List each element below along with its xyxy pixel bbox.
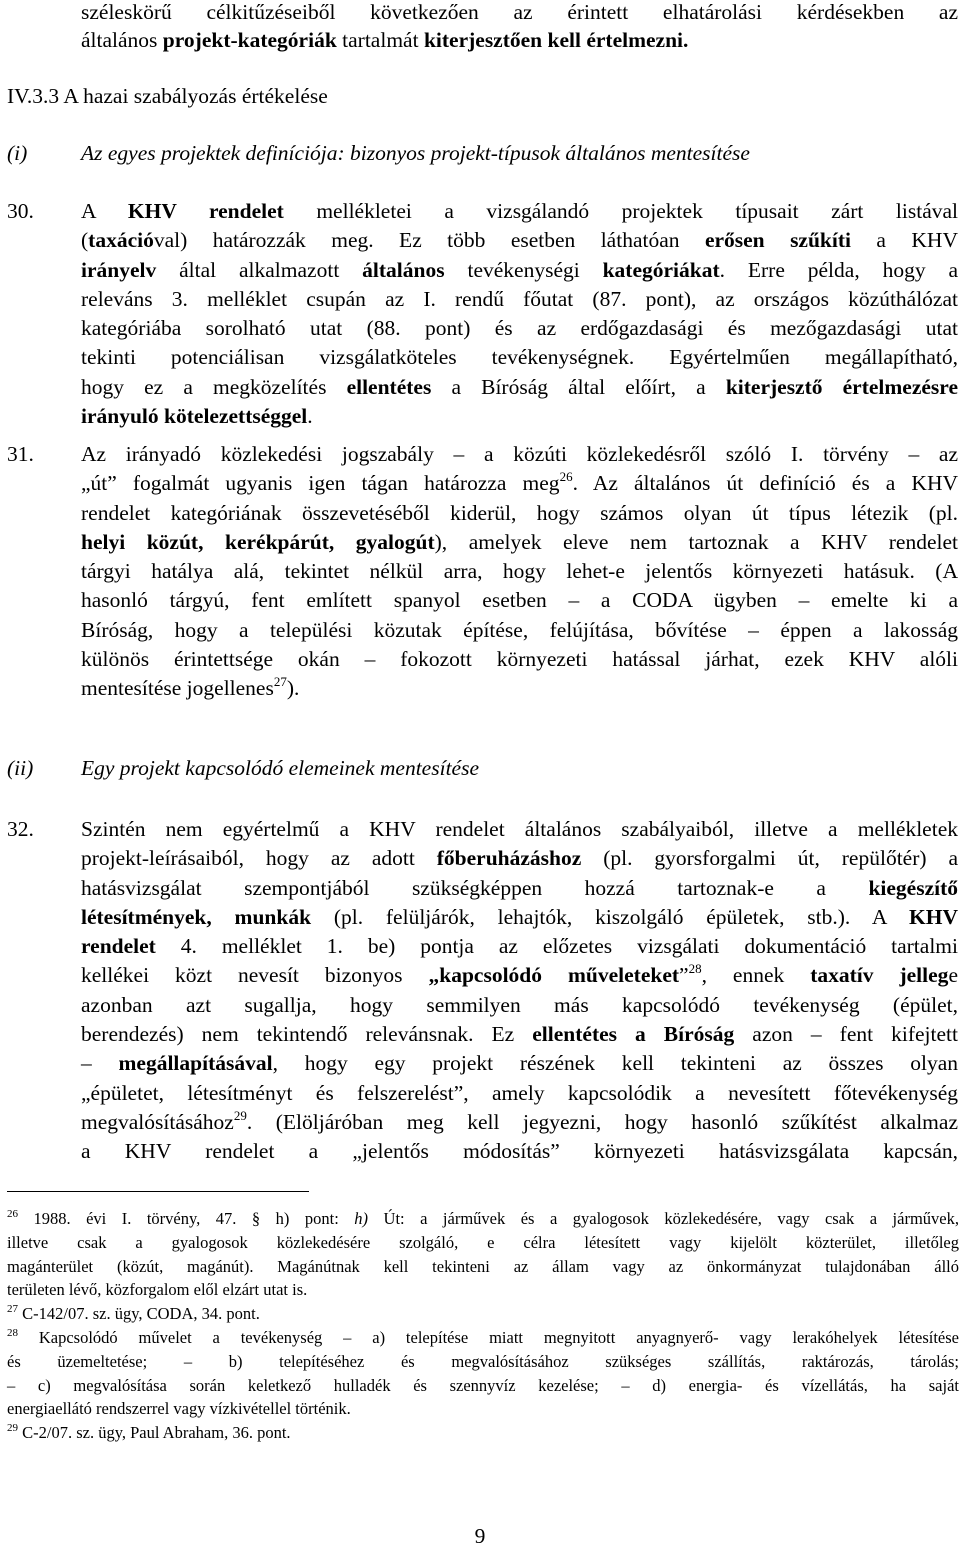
intro-paragraph: [81, 0, 958, 54]
footnote-27: $^{27}$ C-142/07. sz. ügy, CODA, 34. pont.: [7, 1303, 260, 1324]
footnote-ref: 28: [688, 961, 702, 977]
page-number: 9: [474, 1524, 486, 1548]
footnote-ref: 26: [559, 469, 573, 485]
paragraph-number: 30.: [7, 199, 34, 223]
text-line: széleskörű célkitűzéseiből következően az érintett elhatárolási kérdésekben az: [81, 0, 958, 24]
footnotes: $^{26}$ 1988. évi I. törvény, 47. § h) pont: h) Út: a járművek és a gyalogosok közlekedésére, vagy csak a járművek, illetve csak a gyalogosok közlekedésére szolgáló, e célra létesített vagy kijelölt közterület, illetőleg magánterület (közút, magánút). Magánútnak kell tekinteni az állam vagy az önkormányzat tulajdonában álló területen lévő, közforgalom elől elzárt utat is. $^{27}$ C-142/07. sz. ügy, CODA, 34. pont. $^{28}$ Kapcsolódó művelet a tevékenység – a) telepítése miatt megnyitott anyagnyerő- vagy lerakóhelyek létesítése és üzemeltetése; – b) telepítéséhez és megvalósításához szükséges szállítás, raktározás, tárolás; – c) megvalósítása során keletkező hulladék és szennyvíz kezelése; – d) energia- és vízellátás, ha saját energiaellátó rendszerrel vagy vízkivétellel történik. $^{29}$ C-2/07. sz. ügy, Paul Abraham, 36. pont.: [7, 1207, 959, 1445]
paragraph-number: 32.: [7, 817, 34, 841]
text-line: általános projekt-kategóriák tartalmát kiterjesztően kell értelmezni.: [81, 28, 689, 52]
footnote-separator: [7, 1191, 309, 1192]
footnote-ref: 27: [273, 674, 287, 690]
footnote-28: $^{28}$ Kapcsolódó művelet a tevékenység – a) telepítése miatt megnyitott anyagnyerő- vagy lerakóhelyek létesítése: [7, 1326, 959, 1347]
subsection-text: Egy projekt kapcsolódó elemeinek mentesítése: [81, 756, 479, 780]
document-page: széleskörű célkitűzéseiből következően az érintett elhatárolási kérdésekben az általános projekt-kategóriák tartalmát kiterjesztően kell értelmezni. IV.3.3 A hazai szabályozás értékelése (i) Az egyes projektek definíciója: bizonyos projekt-típusok általános mentesítése 30. A KHV rendelet mellékletei a vizsgálandó projektek típusait zárt listával (taxációval) határozzák meg. Ez több esetben láthatóan erősen szűkíti a KHV irányelv által alkalmazott általános tevékenységi kategóriákat. Erre példa, hogy a releváns 3. melléklet csupán az I. rendű főutat (87. pont), az országos közúthálózat kategóriába sorolható utat (88. pont) és az erdőgazdasági és mezőgazdasági utat tekinti potenciálisan vizsgálatköteles tevékenységnek. Egyértelműen megállapítható, hogy ez a megközelítés ellentétes a Bíróság által előírt, a kiterjesztő értelmezésre irányuló kötelezettséggel. 31. Az irányadó közlekedési jogszabály – a közúti közlekedésről szóló I. törvény – az „út” fogalmát ugyanis igen tágan határozza meg$^{26}$. Az általános út definíció és a KHV rendelet kategóriának összevetéséből kiderül, hogy számos olyan út típus létezik (pl. helyi közút, kerékpárút, gyalogút), amelyek eleve nem tartoznak a KHV rendelet tárgyi hatálya alá, tekintet nélkül arra, hogy lehet-e jelentős környezeti hatásuk. (A hasonló tárgyú, fent említett spanyol esetben – a CODA ügyben – emelte ki a Bíróság, hogy a települési közutak építése, felújítása, bővítése – éppen a lakosság különös érintettsége okán – fokozott környezeti hatással járhat, ezek KHV alóli mentesítése jogellenes$^{27}$). (ii) Egy projekt kapcsolódó elemeinek mentesítése 32. Szintén nem egyértelmű a KHV rendelet általános szabályaiból, illetve a mellékletek projekt-leírásaiból, hogy az adott főberuházáshoz (pl. gyorsforgalmi út, repülőtér) a hatásvizsgálat szempontjából szükségképpen hozzá tartoznak-e a kiegészítő létesítmények, munkák (pl. felüljárók, lehajtók, kiszolgáló épületek, stb.). A KHV rendelet 4. melléklet 1. be) pontja az előzetes vizsgálati dokumentáció tartalmi kellékei közt nevesít bizonyos „kapcsolódó műveleteket”$^{28}$, ennek taxatív jellege azonban azt sugallja, hogy semmilyen más kapcsolódó tevékenység (épület, berendezés) nem tekintendő relevánsnak. Ez ellentétes a Bíróság azon – fent kifejtett – megállapításával, hogy egy projekt részének kell tekinteni az összes olyan „épületet, létesítményt és felszerelést”, amely kapcsolódik a nevesített főtevékenység megvalósításához$^{29}$. (Elöljáróban meg kell jegyezni, hogy hasonló szűkítést alkalmaz a KHV rendelet a „jelentős módosítás” környezeti hatásvizsgálata kapcsán, $^{26}$ 1988. évi I. törvény, 47. § h) pont: h) Út: a járművek és a gyalogosok közlekedésére, vagy csak a járművek, illetve csak a gyalogosok közlekedésére szolgáló, e célra létesített vagy kijelölt közterület, illetőleg magánterület (közút, magánút). Magánútnak kell tekinteni az állam vagy az önkormányzat tulajdonában álló területen lévő, közforgalom elől elzárt utat is. $^{27}$ C-142/07. sz. ügy, CODA, 34. pont. $^{28}$ Kapcsolódó művelet a tevékenység – a) telepítése miatt megnyitott anyagnyerő- vagy lerakóhelyek létesítése és üzemeltetése; – b) telepítéséhez és megvalósításához szükséges szállítás, raktározás, tárolás; – c) megvalósítása során keletkező hulladék és szennyvíz kezelése; – d) energia- és vízellátás, ha saját energiaellátó rendszerrel vagy vízkivétellel történik. $^{29}$ C-2/07. sz. ügy, Paul Abraham, 36. pont. 9: [0, 0, 960, 1550]
paragraph-number: 31.: [7, 442, 34, 466]
footnote-ref: 29: [233, 1107, 247, 1123]
section-heading: IV.3.3 A hazai szabályozás értékelése: [7, 84, 328, 108]
subsection-number: (ii): [7, 756, 34, 780]
subsection-text: Az egyes projektek definíciója: bizonyos projekt-típusok általános mentesítése: [81, 141, 750, 165]
subsection-number: (i): [7, 141, 28, 165]
footnote-29: $^{29}$ C-2/07. sz. ügy, Paul Abraham, 36. pont.: [7, 1422, 291, 1443]
footnote-26: $^{26}$ 1988. évi I. törvény, 47. § h) pont: h) Út: a járművek és a gyalogosok közlekedésére, vagy csak a járművek,: [7, 1208, 959, 1228]
